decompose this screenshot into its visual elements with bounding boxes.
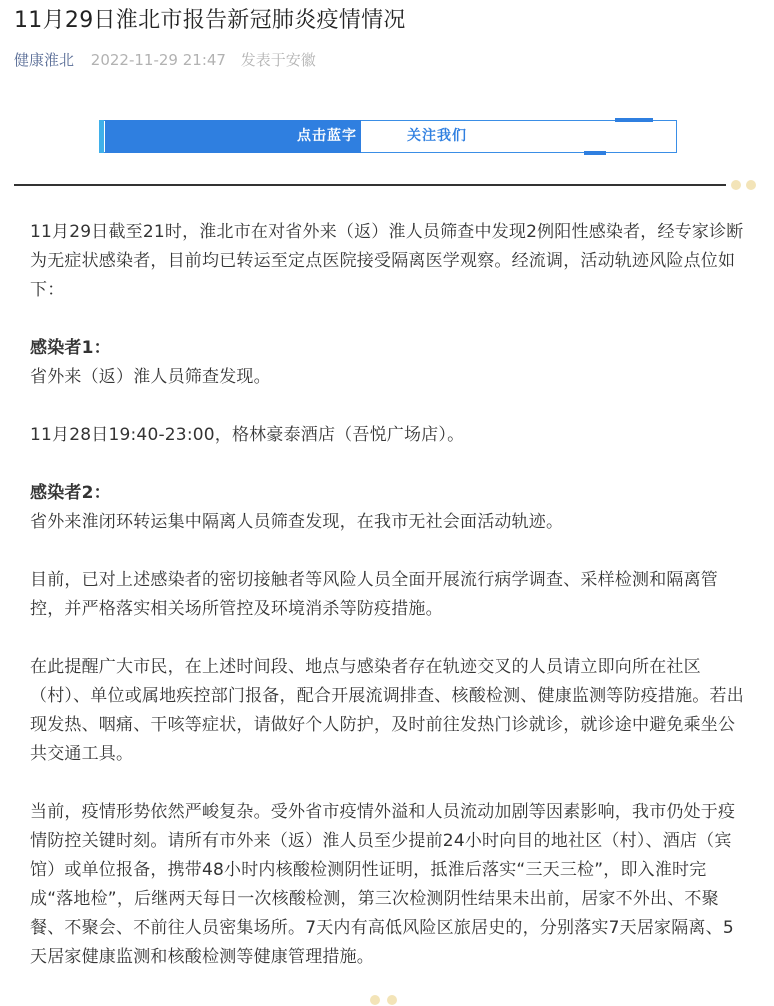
article-meta bbox=[14, 49, 316, 71]
publish-location: 发表于安徽 bbox=[240, 51, 316, 69]
divider-dot bbox=[731, 180, 741, 190]
banner-accent-top bbox=[615, 118, 653, 122]
case-1-description: 省外来（返）淮人员筛查发现。 bbox=[30, 367, 271, 387]
article-body bbox=[30, 218, 746, 972]
case-2-description: 省外来淮闭环转运集中隔离人员筛查发现，在我市无社会面活动轨迹。 bbox=[30, 512, 564, 532]
follow-banner[interactable] bbox=[99, 120, 677, 153]
case-1-track: 11月28日19:40-23:00，格林豪泰酒店（吾悦广场店）。 bbox=[30, 425, 465, 445]
case-2-label: 感染者2： bbox=[30, 483, 111, 503]
banner-right bbox=[361, 122, 674, 151]
paragraph-current-situation: 当前，疫情形势依然严峻复杂。受外省市疫情外溢和人员流动加剧等因素影响，我市仍处于疫情防控关键时刻。请所有市外来（返）淮人员至少提前24小时向目的地社区（村）、酒店（宾馆）或单位报备，携带48小时内核酸检测阴性证明，抵淮后落实“三天三检”，即入淮时完成“落地检”，后继两天每日一次核酸检测，第三次检测阴性结果未出前，居家不外出、不聚餐、不聚会、不前往人员密集场所。7天内有高低风险区旅居史的，分别落实7天居家隔离、5天居家健康监测和核酸检测等健康管理措施。 bbox=[30, 802, 736, 967]
publish-date: 2022-11-29 21:47 bbox=[90, 51, 226, 69]
banner-left-bar bbox=[99, 120, 104, 153]
article-title: 11月29日淮北市报告新冠肺炎疫情情况 bbox=[14, 8, 406, 33]
section-divider bbox=[14, 184, 726, 186]
footer-dot bbox=[387, 995, 397, 1005]
paragraph-measures: 目前，已对上述感染者的密切接触者等风险人员全面开展流行病学调查、采样检测和隔离管控，并严格落实相关场所管控及环境消杀等防疫措施。 bbox=[30, 570, 718, 619]
banner-accent-bottom bbox=[584, 151, 606, 155]
banner-left-label: 点击蓝字 bbox=[105, 120, 361, 153]
paragraph-reminder: 在此提醒广大市民，在上述时间段、地点与感染者存在轨迹交叉的人员请立即向所在社区（村）、单位或属地疾控部门报备，配合开展流调排查、核酸检测、健康监测等防疫措施。若出现发热、咽痛、干咳等症状，请做好个人防护，及时前往发热门诊就诊，就诊途中避免乘坐公共交通工具。 bbox=[30, 657, 744, 764]
paragraph-intro: 11月29日截至21时，淮北市在对省外来（返）淮人员筛查中发现2例阳性感染者，经专家诊断为无症状感染者，目前均已转运至定点医院接受隔离医学观察。经流调，活动轨迹风险点位如下： bbox=[30, 222, 744, 300]
banner-right-label: 关注我们 bbox=[407, 128, 467, 144]
case-1-label: 感染者1： bbox=[30, 338, 111, 358]
account-name-link[interactable]: 健康淮北 bbox=[14, 51, 75, 69]
footer-dot bbox=[370, 995, 380, 1005]
divider-dot bbox=[746, 180, 756, 190]
